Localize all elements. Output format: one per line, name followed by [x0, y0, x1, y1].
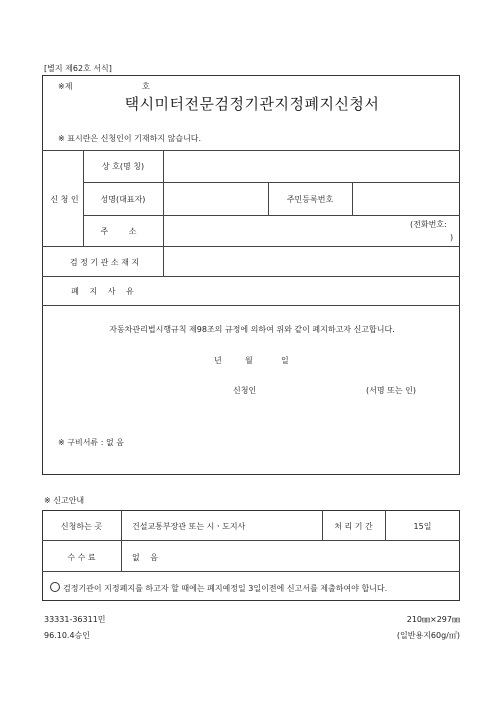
date-month: 월: [245, 356, 253, 365]
closure-reason-label: 폐 지 사 유: [71, 287, 138, 296]
address-field[interactable]: [166, 218, 396, 243]
submit-to-label: 신청하는 곳: [60, 522, 103, 531]
resident-number-field[interactable]: [355, 185, 457, 212]
column-divider: [121, 510, 122, 571]
circle-bullet-icon: [50, 582, 60, 592]
resident-number-label: 주민등록번호: [286, 195, 334, 204]
guide-notice: 검정기관이 지정폐지를 하고자 할 때에는 폐지예정일 3일이전에 신고서를 제출하여야 합니다.: [50, 582, 387, 594]
row-divider: [83, 182, 460, 183]
row-divider: [42, 540, 460, 541]
phone-label-close: ): [450, 233, 454, 242]
footer-paper-size: 210㎜×297㎜: [406, 615, 460, 624]
form-number-suffix: 호: [142, 82, 150, 91]
page-title: 택시미터전문검정기관지정폐지신청서: [124, 95, 380, 113]
footer-paper-type: (일반용지60g/㎡): [396, 631, 460, 640]
row-divider: [42, 246, 460, 247]
phone-label: (전화번호:: [410, 220, 447, 229]
closure-reason-field[interactable]: [166, 279, 456, 302]
agency-location-label: 검 정 기 관 소 재 지: [69, 258, 140, 267]
name-representative-field[interactable]: [166, 185, 266, 212]
row-divider: [83, 215, 460, 216]
applicant-section-label: 신 청 인: [50, 195, 79, 204]
row-divider: [42, 276, 460, 277]
form-number-prefix: ※제: [58, 82, 73, 91]
footer-approval: 96.10.4승인: [44, 631, 90, 640]
address-label: 주 소: [100, 227, 146, 236]
note-text: ※ 표시란은 신청인이 기재하지 않습니다.: [58, 134, 202, 143]
fee-value: 없 음: [132, 553, 162, 562]
attachments-text: ※ 구비서류 : 없 음: [58, 438, 124, 447]
name-representative-label: 성명(대표자): [100, 195, 146, 204]
agency-location-field[interactable]: [166, 249, 456, 273]
fee-label: 수 수 료: [67, 553, 96, 562]
declaration-text: 자동차관리법시행규칙 제98조의 규정에 의하여 위와 같이 폐지하고자 신고합니다.: [109, 325, 395, 334]
processing-period-value: 15일: [413, 522, 432, 531]
submit-to-value: 건설교통부장관 또는 시ㆍ도지사: [132, 522, 246, 531]
date-year: 년: [214, 356, 222, 365]
form-number-label: [별지 제62호 서식]: [44, 64, 112, 73]
guide-title: ※ 신고안내: [44, 496, 85, 505]
footer-form-code: 33331-36311민: [44, 615, 106, 624]
trade-name-field[interactable]: [166, 153, 456, 179]
date-day: 일: [281, 356, 289, 365]
column-divider: [163, 150, 164, 276]
processing-period-label: 처 리 기 간: [334, 522, 373, 531]
signer-label: 신청인: [233, 386, 257, 395]
signature-note: (서명 또는 인): [366, 386, 416, 395]
row-divider: [42, 305, 460, 306]
row-divider: [42, 150, 460, 151]
column-divider: [352, 182, 353, 215]
trade-name-label: 상 호(명 칭): [101, 162, 145, 171]
row-divider: [42, 571, 460, 572]
